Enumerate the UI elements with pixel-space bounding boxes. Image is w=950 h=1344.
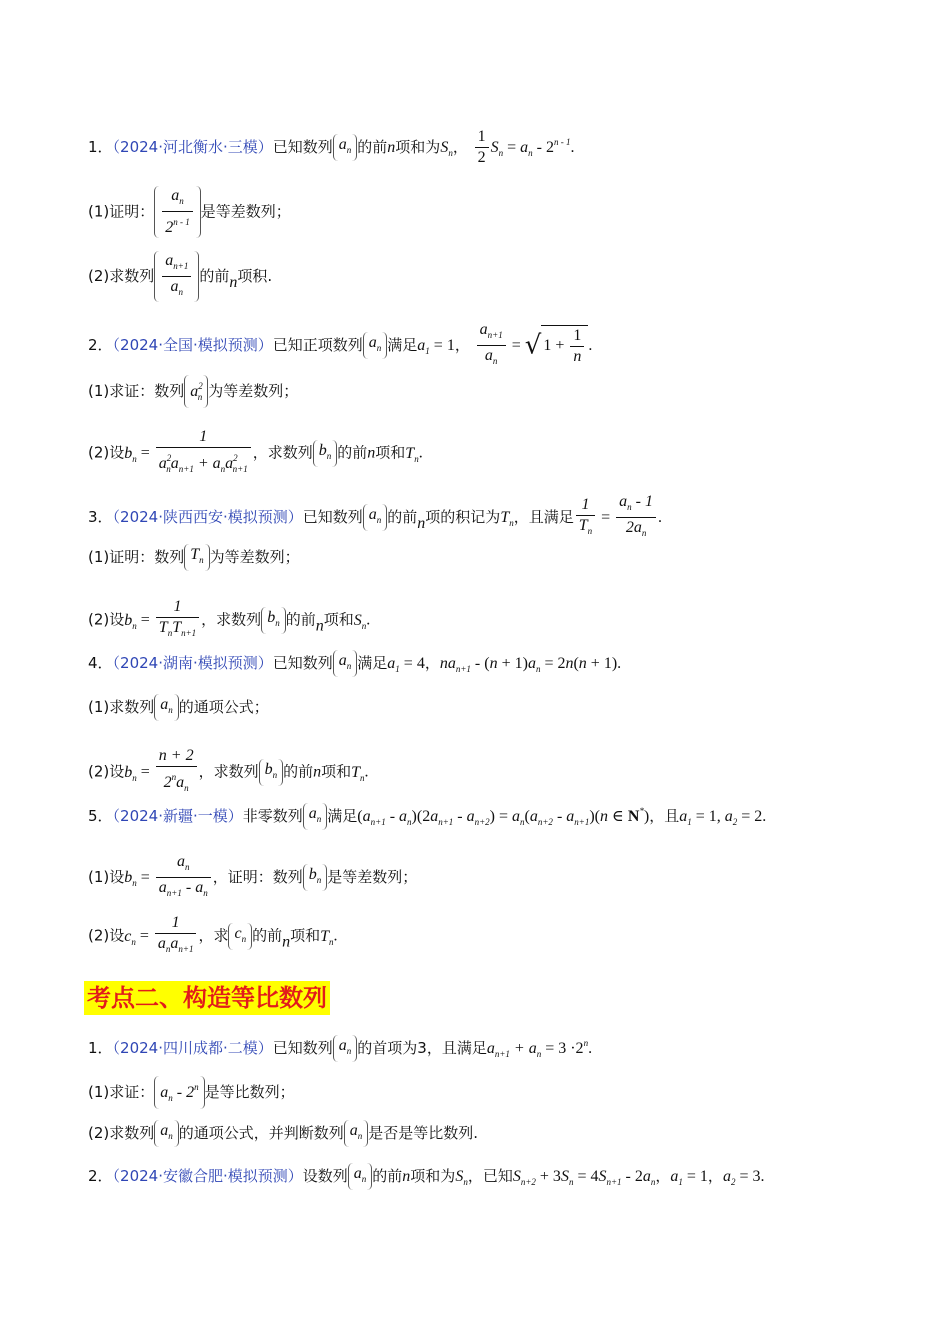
problem-source: （2024·四川成都·二模）	[112, 1039, 273, 1057]
s2-problem-1-part-2: (2)求数列 $a_n$ 的通项公式，并判断数列 $a_n$ 是否是等比数列.	[88, 1120, 478, 1147]
problem-4-part-2: (2)设$b_n$ = $\frac{n + 2}{2^na_n}$ ，求数列 $b_n$ 的前n项和$T_n$.	[88, 746, 369, 798]
problem-source: （2024·湖南·模拟预测）	[112, 654, 273, 672]
sequence-brace: $\frac{a_{n+1}}{a_n}$	[154, 251, 199, 302]
problem-2-part-1: (1)求证：数列 $a^2_n$ 为等差数列；	[88, 375, 298, 408]
problem-source: （2024·新疆·一模）	[112, 807, 243, 825]
s2-problem-1-statement: 1．（2024·四川成都·二模）已知数列 $a_n$ 的首项为3，且满足$a_{n+1} + a_n = 3 \cdot 2^n$.	[88, 1032, 592, 1065]
problem-4-part-1: (1)求数列 $a_n$ 的通项公式；	[88, 694, 269, 721]
problem-3-part-2: (2)设$b_n$ = $\frac{1}{T_nT_{n+1}}$ ，求数列 $b_n$ 的前n项和$S_n$.	[88, 597, 370, 643]
problem-source: （2024·安徽合肥·模拟预测）	[112, 1167, 303, 1185]
fraction: $\frac{1}{T_n}$	[576, 495, 595, 541]
fraction: $\frac{a_{n+1}}{a_n}$	[477, 320, 506, 371]
problem-4-statement: 4．（2024·湖南·模拟预测）已知数列 $a_n$ 满足$a_1 = 4$，$na_{n+1} - (n + 1)a_n = 2n(n + 1)$.	[88, 650, 621, 680]
problem-1-statement: 1．（2024·河北衡水·三模）已知数列 $a_n$ 的前n项和为$S_n$， $\frac{1}{2}$ $S_n = a_n - 2^{n - 1}$.	[88, 128, 575, 166]
fraction: $\frac{1}{a_na_{n+1}}$	[155, 913, 197, 959]
problem-2-part-2: (2)设$b_n$ = $\frac{1}{a^2_na_{n+1} + a_na^2_{n+1}}$ ，求数列 $b_n$ 的前n项和$T_n$.	[88, 427, 423, 479]
fraction: $\frac{a_n}{a_{n+1} - a_n}$	[156, 852, 211, 903]
square-root-icon: √	[524, 330, 542, 361]
problem-2-statement: 2．（2024·全国·模拟预测）已知正项数列 $a_n$ 满足$a_1 = 1$， $\frac{a_{n+1}}{a_n}$ = √ 1 + $\frac{1}{n}$ .	[88, 320, 592, 371]
sequence-brace: $a_n$	[333, 134, 358, 161]
problem-5-part-2: (2)设$c_n$ = $\frac{1}{a_na_{n+1}}$ ，求 $c_n$ 的前n项和$T_n$.	[88, 913, 338, 959]
problem-3-statement: 3．（2024·陕西西安·模拟预测）已知数列 $a_n$ 的前n项的积记为$T_n$，且满足 $\frac{1}{T_n}$ = $\frac{a_n - 1}{2a_n}$ .	[88, 492, 662, 543]
problem-1-part-1: (1)证明： $\frac{a_n}{2^{n - 1}}$ 是等差数列；	[88, 187, 291, 236]
s2-problem-1-part-1: (1)求证： $a_n - 2^n$ 是等比数列；	[88, 1076, 295, 1109]
problem-source: （2024·全国·模拟预测）	[112, 336, 273, 354]
problem-5-statement: 5．（2024·新疆·一模）非零数列 $a_n$ 满足$(a_{n+1} - a_n)(2a_{n+1} - a_{n+2}) = a_n(a_{n+2} - a_{n+1})(n$ ∈ N*)，且$a_1 = 1$, $a_2 = 2$.	[88, 800, 766, 833]
fraction: $\frac{a_n - 1}{2a_n}$	[616, 492, 656, 543]
problem-1-part-2: (2)求数列 $\frac{a_{n+1}}{a_n}$ 的前n项积.	[88, 251, 272, 302]
problem-5-part-1: (1)设$b_n$ = $\frac{a_n}{a_{n+1} - a_n}$ ，证明：数列 $b_n$ 是等差数列；	[88, 852, 417, 903]
section-heading: 考点二、构造等比数列	[84, 981, 330, 1015]
fraction: $\frac{1}{a^2_na_{n+1} + a_na^2_{n+1}}$	[156, 427, 251, 479]
problem-3-part-1: (1)证明：数列 $T_n$ 为等差数列；	[88, 544, 300, 571]
problem-source: （2024·河北衡水·三模）	[112, 138, 273, 156]
fraction: $\frac{1}{T_nT_{n+1}}$	[156, 597, 199, 643]
fraction: $\frac{n + 2}{2^na_n}$	[156, 746, 197, 798]
sequence-brace: $\frac{a_n}{2^{n - 1}}$	[154, 186, 201, 238]
problem-source: （2024·陕西西安·模拟预测）	[112, 508, 303, 526]
s2-problem-2-statement: 2．（2024·安徽合肥·模拟预测）设数列 $a_n$ 的前n项和为$S_n$，已知$S_{n+2} + 3S_n = 4S_{n+1} - 2a_n$，$a_1 = 1$，$a_2 = 3$.	[88, 1163, 764, 1193]
fraction: $\frac{1}{2}$	[475, 127, 489, 168]
